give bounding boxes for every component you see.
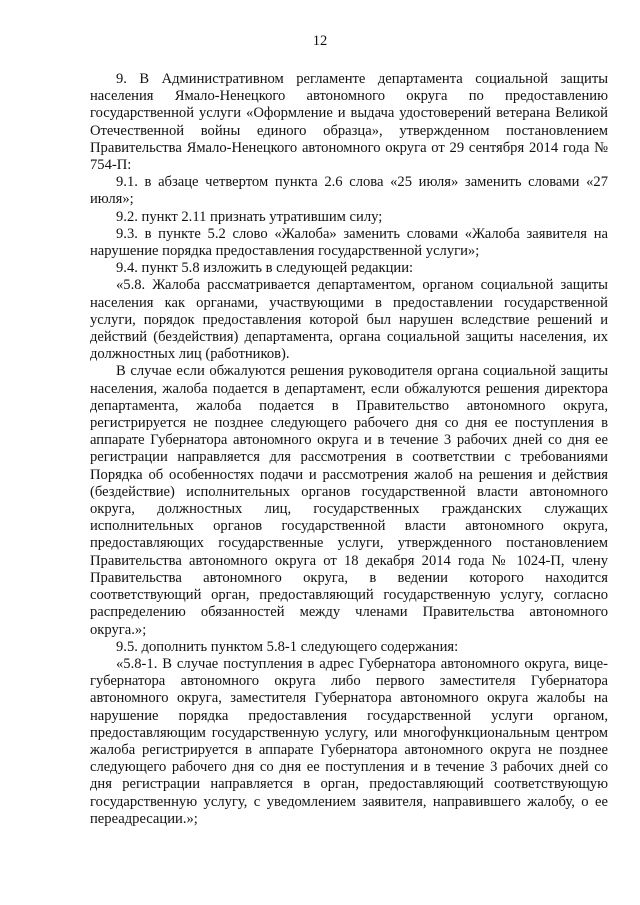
paragraph-item-9-1: 9.1. в абзаце четвертом пункта 2.6 слова «25 июля» заменить словами «27 июля»; <box>90 174 608 208</box>
paragraph-item-9-2: 9.2. пункт 2.11 признать утратившим силу; <box>116 208 383 225</box>
paragraph-item-9: 9. В Административном регламенте департамента социальной защиты населения Ямало-Ненецкого автономного округа по предоставлению государственной услуги «Оформление и выдача удостоверений ветерана Великой Отечественной войны единого образца», утвержденном постановлением Правительства Ямало-Ненецкого автономного округа от 29 сентября 2014 года № 754-П: <box>90 71 608 174</box>
paragraph-clause-5-8-second: В случае если обжалуются решения руководителя органа социальной защиты населения, жалоба подается в департамент, если обжалуются решения директора департамента, жалоба подается в Правительство автономного округа, регистрируется не позднее следующего рабочего дня со дня ее поступления в аппарате Губернатора автономного округа и в течение 3 рабочих дней со дня ее регистрации направляется для рассмотрения в соответствии с требованиями Порядка об особенностях подачи и рассмотрения жалоб на решения и действия (бездействие) исполнительных органов государственной власти автономного округа, должностных лиц, государственных гражданских служащих исполнительных органов государственной власти автономного округа, предоставляющих государственные услуги, утвержденного постановлением Правительства автономного округа от 18 декабря 2014 года № 1024-П, члену Правительства автономного округа, в ведении которого находится соответствующий орган, предоставляющий государственную услугу, согласно распределению обязанностей между членами Правительства автономного округа.»; <box>90 363 608 638</box>
document-body <box>90 71 608 828</box>
paragraph-clause-5-8-1: «5.8-1. В случае поступления в адрес Губернатора автономного округа, вице-губернатора автономного округа либо первого заместителя Губернатора автономного округа, заместителя Губернатора автономного округа жалобы на нарушение порядка предоставления государственной услуги органом, предоставляющим государственную услугу, или многофункциональным центром жалоба регистрируется в аппарате Губернатора автономного округа не позднее следующего рабочего дня со дня ее поступления и в течение 3 рабочих дней со дня регистрации направляется в орган, предоставляющий соответствующую государственную услугу, с уведомлением заявителя, направившего жалобу, о ее переадресации.»; <box>90 655 608 827</box>
paragraph-item-9-5: 9.5. дополнить пунктом 5.8-1 следующего содержания: <box>116 638 459 655</box>
paragraph-item-9-4: 9.4. пункт 5.8 изложить в следующей редакции: <box>116 260 414 277</box>
paragraph-clause-5-8: «5.8. Жалоба рассматривается департаментом, органом социальной защиты населения как органами, участвующими в предоставлении государственной услуги, порядок предоставления которой был нарушен вследствие решений и действий (бездействия) департамента, органа социальной защиты населения, их должностных лиц (работников). <box>90 277 608 363</box>
page-number: 12 <box>312 33 328 49</box>
paragraph-item-9-3: 9.3. в пункте 5.2 слово «Жалоба» заменить словами «Жалоба заявителя на нарушение порядка предоставления государственной услуги»; <box>90 225 608 260</box>
